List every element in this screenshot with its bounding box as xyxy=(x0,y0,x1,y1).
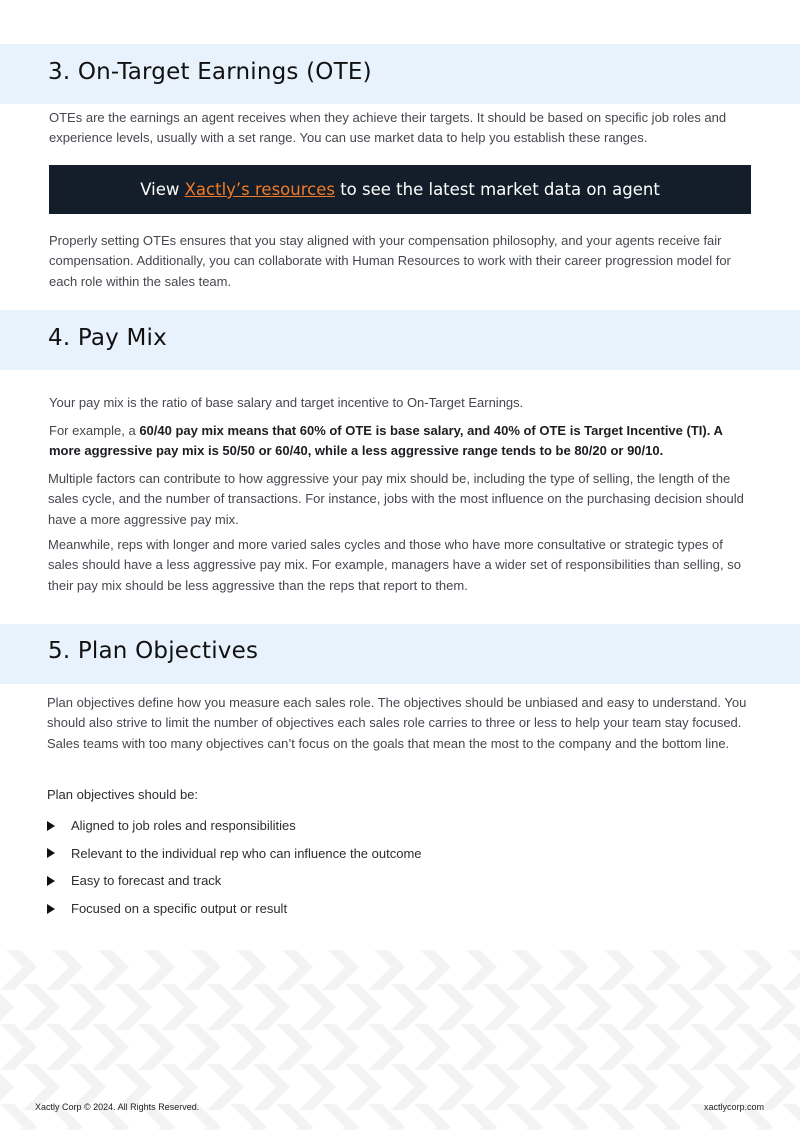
chevron-shape xyxy=(184,1024,221,1070)
chevron-shape xyxy=(736,1024,773,1070)
objectives-lead: Plan objectives should be: xyxy=(47,787,199,802)
footer-copyright: Xactly Corp © 2024. All Rights Reserved. xyxy=(35,1102,200,1112)
chevron-shape xyxy=(575,984,612,1030)
section-header-objectives xyxy=(0,624,800,684)
chevron-shape xyxy=(345,984,382,1030)
chevron-shape xyxy=(506,1024,543,1070)
paymix-example-prefix: For example, a xyxy=(49,423,140,438)
bullet-triangle-icon xyxy=(47,876,55,886)
xactly-resources-link[interactable]: Xactly’s resources xyxy=(184,180,335,199)
chevron-shape xyxy=(391,984,428,1030)
bullet-triangle-icon xyxy=(47,848,55,858)
list-item xyxy=(47,812,422,840)
bullet-triangle-icon xyxy=(47,821,55,831)
chevron-shape xyxy=(345,1064,382,1110)
footer-website: xactlycorp.com xyxy=(703,1102,764,1112)
chevron-shape xyxy=(437,984,474,1030)
objectives-list xyxy=(47,812,422,922)
chevron-shape xyxy=(368,1024,405,1070)
paymix-definition: Your pay mix is the ratio of base salary and target incentive to On-Target Earnings. xyxy=(49,395,524,410)
section-title: 5. Plan Objectives xyxy=(48,638,259,664)
ote-intro-paragraph: OTEs are the earnings an agent receives when they achieve their targets. It should be based on specific job roles and experience levels, usually with a set range. You can use market data to help you establish these ranges. xyxy=(49,110,727,146)
chevron-shape xyxy=(92,1024,129,1070)
chevron-shape xyxy=(207,1064,244,1110)
chevron-shape xyxy=(782,1104,800,1130)
chevron-shape xyxy=(0,1024,37,1070)
chevron-shape xyxy=(414,1024,451,1070)
chevron-shape xyxy=(667,984,704,1030)
chevron-shape xyxy=(0,984,14,1030)
chevron-shape xyxy=(230,1024,267,1070)
chevron-shape xyxy=(759,1064,796,1110)
chevron-shape xyxy=(483,1064,520,1110)
chevron-shape xyxy=(253,984,290,1030)
list-item-label: Focused on a specific output or result xyxy=(71,901,288,917)
chevron-shape xyxy=(759,984,796,1030)
bullet-triangle-icon xyxy=(47,904,55,914)
list-item xyxy=(47,840,422,868)
list-item-label: Easy to forecast and track xyxy=(71,873,222,889)
chevron-shape xyxy=(207,984,244,1030)
chevron-shape xyxy=(782,950,800,990)
paymix-example xyxy=(49,421,749,462)
banner-text-prefix: View xyxy=(140,180,185,199)
chevron-shape xyxy=(69,984,106,1030)
chevron-shape xyxy=(782,1024,800,1070)
chevron-shape xyxy=(23,984,60,1030)
chevron-shape xyxy=(0,1064,14,1110)
chevron-shape xyxy=(299,1064,336,1110)
banner-text-suffix: to see the latest market data on agent xyxy=(334,180,660,199)
chevron-shape xyxy=(598,1024,635,1070)
chevron-shape xyxy=(46,1024,83,1070)
chevron-shape xyxy=(552,1024,589,1070)
chevron-shape xyxy=(299,984,336,1030)
list-item-label: Relevant to the individual rep who can influence the outcome xyxy=(71,845,422,861)
chevron-shape xyxy=(644,1024,681,1070)
chevron-shape xyxy=(575,1064,612,1110)
chevron-shape xyxy=(437,1064,474,1110)
section-title: 3. On-Target Earnings (OTE) xyxy=(48,59,372,85)
chevron-shape xyxy=(621,1064,658,1110)
chevron-shape xyxy=(621,984,658,1030)
chevron-shape xyxy=(322,1024,359,1070)
chevron-shape xyxy=(391,1064,428,1110)
list-item xyxy=(47,895,422,923)
list-item-label: Aligned to job roles and responsibilities xyxy=(71,818,296,834)
chevron-shape xyxy=(115,984,152,1030)
ote-closing-paragraph: Properly setting OTEs ensures that you stay aligned with your compensation philosophy, and your agents receive fair compensation. Additionally, you can collaborate with Human Resources to work with their career progression model for each role within the sales team. xyxy=(49,233,731,289)
paymix-example-bold: 60/40 pay mix means that 60% of OTE is base salary, and 40% of OTE is Target Incentive (TI). A more aggressive pay mix is 50/50 or 60/40, while a less aggressive range tends to be 80/20 or 90/10. xyxy=(49,423,723,459)
chevron-shape xyxy=(253,1064,290,1110)
chevron-shape xyxy=(483,984,520,1030)
section-header-ote xyxy=(0,44,800,104)
chevron-shape xyxy=(276,1024,313,1070)
chevron-shape xyxy=(667,1064,704,1110)
chevron-shape xyxy=(138,1024,175,1070)
section-title: 4. Pay Mix xyxy=(48,325,167,351)
chevron-shape xyxy=(161,984,198,1030)
chevron-shape xyxy=(460,1024,497,1070)
list-item xyxy=(47,867,422,895)
market-data-banner xyxy=(49,165,751,214)
chevron-shape xyxy=(690,1024,727,1070)
chevron-shape xyxy=(713,984,750,1030)
chevron-shape xyxy=(529,1064,566,1110)
paymix-reps-paragraph: Meanwhile, reps with longer and more varied sales cycles and those who have more consultative or strategic types of sales should have a less aggressive pay mix. For example, managers have a wider set of responsibilities than selling, so their pay mix should be less aggressive than the reps that report to them. xyxy=(48,537,741,593)
paymix-factors-paragraph: Multiple factors can contribute to how aggressive your pay mix should be, including the type of selling, the length of the sales cycle, and the number of transactions. For instance, jobs with the most influence on the purchasing decision should have a more aggressive pay mix. xyxy=(48,471,744,527)
chevron-shape xyxy=(529,984,566,1030)
objectives-paragraph: Plan objectives define how you measure each sales role. The objectives should be unbiased and easy to understand. You should also strive to limit the number of objectives each sales role carries to three or less to help your team stay focused. Sales teams with too many objectives can’t focus on the goals that mean the most to the company and the bottom line. xyxy=(47,695,747,751)
section-header-paymix xyxy=(0,310,800,370)
